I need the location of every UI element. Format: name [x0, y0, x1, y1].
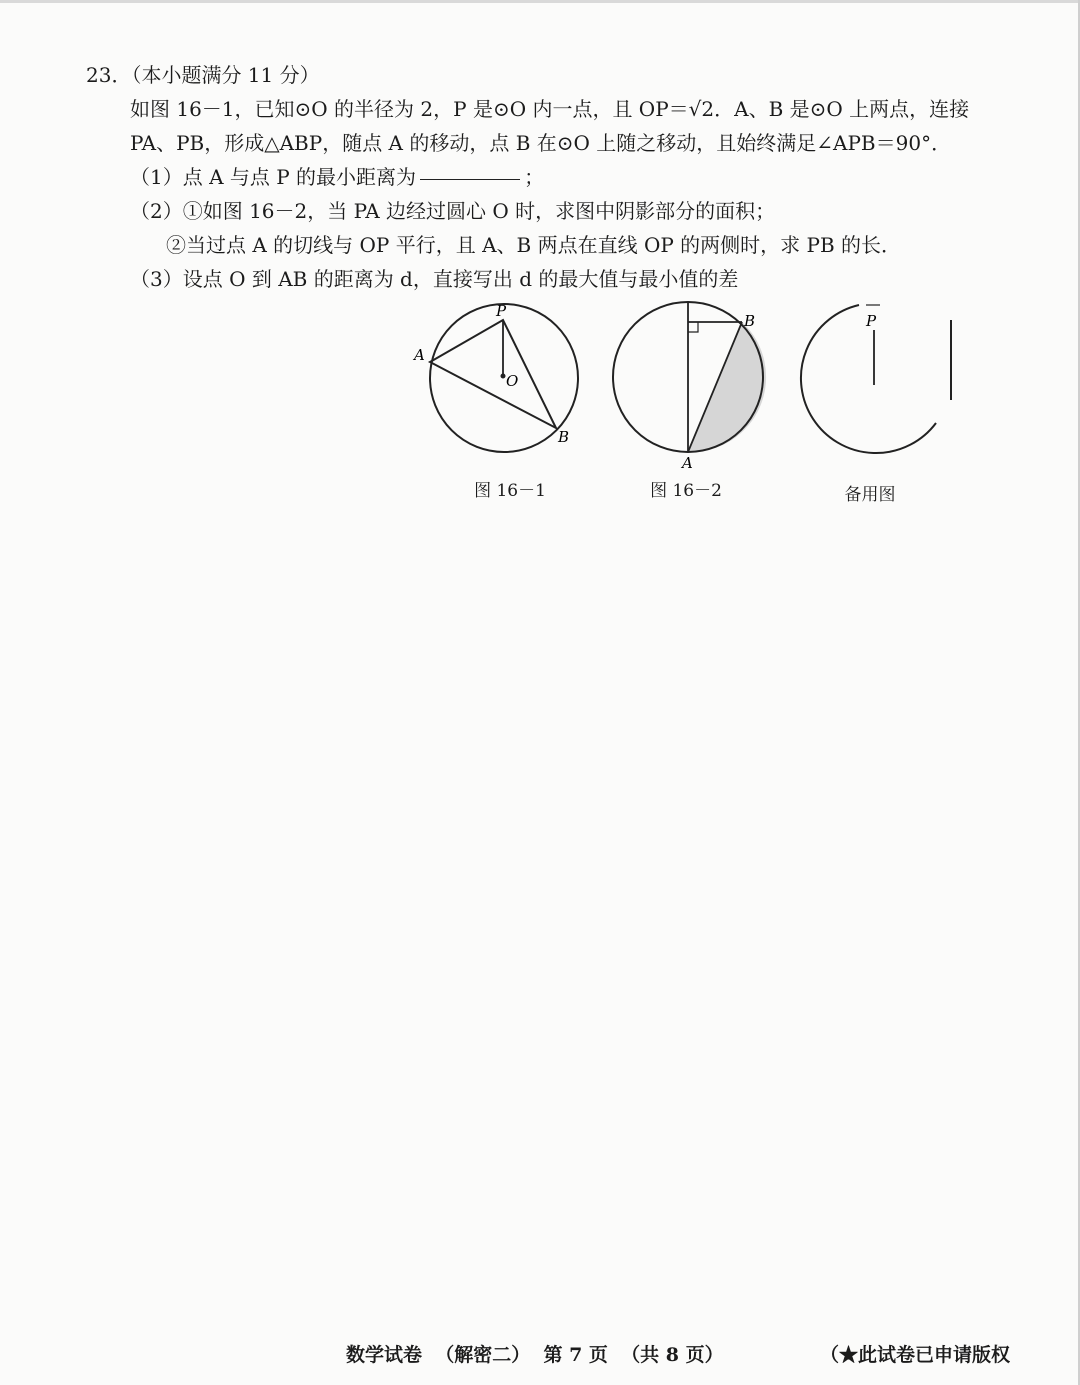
label-b: B	[558, 428, 570, 446]
label-p: P	[496, 302, 507, 320]
question-2-part-1: （2）①如图 16－2，当 PA 边经过圆心 O 时，求图中阴影部分的面积；	[130, 199, 776, 223]
footer-copyright: （★此试卷已申请版权	[820, 1344, 1011, 1366]
page-footer	[0, 1340, 1080, 1370]
question-3: （3）设点 O 到 AB 的距离为 d，直接写出 d 的最大值与最小值的差	[130, 267, 739, 291]
question-1	[86, 160, 986, 194]
label-o: O	[506, 372, 519, 390]
label-b-2: B	[744, 312, 756, 330]
footer-page-info: 数学试卷 （解密二） 第 7 页 （共 8 页）	[346, 1344, 724, 1366]
caption-figure-16-2: 图 16－2	[650, 481, 722, 501]
question-1-text: （1）点 A 与点 P 的最小距离为	[130, 165, 417, 189]
problem-23	[86, 58, 986, 296]
label-a-2: A	[682, 454, 693, 470]
triangle-apb	[430, 320, 556, 428]
figure-16-1	[410, 300, 600, 460]
problem-number: 23．（本小题满分 11 分）	[86, 63, 320, 87]
label-a: A	[414, 346, 425, 364]
label-p-3: P	[866, 312, 877, 330]
center-point-o	[501, 374, 506, 379]
caption-figure-16-1: 图 16－1	[474, 481, 546, 501]
problem-stem-line-1: 如图 16－1，已知⊙O 的半径为 2，P 是⊙O 内一点，且 OP＝√2．A、B 是⊙O 上两点，连接	[130, 97, 970, 121]
figures-row	[400, 300, 980, 510]
question-1-suffix: ；	[524, 165, 545, 189]
caption-spare-figure: 备用图	[844, 485, 896, 505]
right-angle-mark	[688, 322, 698, 332]
problem-stem-line-2: PA、PB，形成△ABP，随点 A 的移动，点 B 在⊙O 上随之移动，且始终满足∠APB＝90°．	[130, 131, 952, 155]
figure-spare	[796, 300, 956, 465]
figure-16-2	[608, 300, 768, 470]
answer-blank	[420, 178, 520, 180]
question-2-part-2: ②当过点 A 的切线与 OP 平行，且 A、B 两点在直线 OP 的两侧时，求 PB 的长．	[166, 233, 902, 257]
page-top-edge	[0, 0, 1080, 3]
